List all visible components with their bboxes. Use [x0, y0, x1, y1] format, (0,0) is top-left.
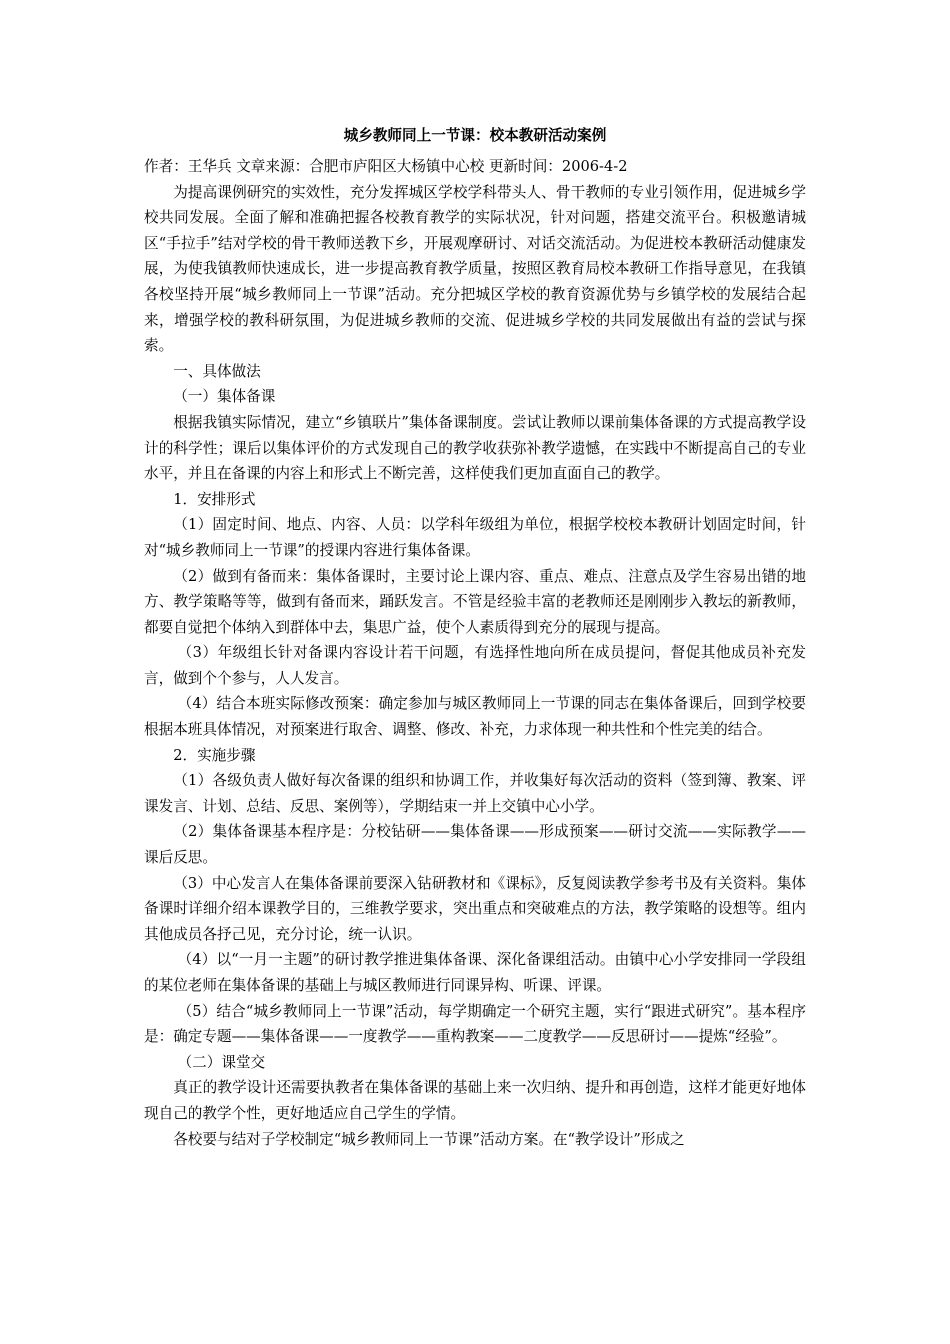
body-paragraph: （3）年级组长针对备课内容设计若干问题，有选择性地向所在成员提问，督促其他成员补充发言，做到个个参与，人人发言。: [144, 644, 806, 687]
body-paragraph: （3）中心发言人在集体备课前要深入钻研教材和《课标》，反复阅读教学参考书及有关资料。集体备课时详细介绍本课教学目的，三维教学要求，突出重点和突破难点的方法，教学策略的设想等。组内其他成员各抒己见，充分讨论，统一认识。: [144, 874, 806, 943]
body-paragraph: 根据我镇实际情况，建立“乡镇联片”集体备课制度。尝试让教师以课前集体备课的方式提高教学设计的科学性；课后以集体评价的方式发现自己的教学收获弥补教学遗憾，在实践中不断提高自己的专业水平，并且在备课的内容上和形式上不断完善，这样使我们更加直面自己的教学。: [144, 413, 806, 483]
section-heading-1: 一、具体做法: [173, 362, 261, 380]
body-paragraph: （4）结合本班实际修改预案：确定参加与城区教师同上一节课的同志在集体备课后，回到学校要根据本班具体情况，对预案进行取舍、调整、修改、补充，力求体现一种共性和个性完美的结合。: [144, 695, 806, 739]
item-heading-2: 2．实施步骤: [173, 746, 256, 764]
subsection-heading-1: （一）集体备课: [173, 388, 276, 406]
body-paragraph: （1）固定时间、地点、内容、人员：以学科年级组为单位，根据学校校本教研计划固定时间，针对“城乡教师同上一节课”的授课内容进行集体备课。: [144, 516, 806, 559]
body-paragraph: 真正的教学设计还需要执教者在集体备课的基础上来一次归纳、提升和再创造，这样才能更好地体现自己的教学个性，更好地适应自己学生的学情。: [144, 1079, 806, 1122]
body-paragraph: （2）集体备课基本程序是：分校钻研——集体备课——形成预案——研讨交流——实际教学——课后反思。: [144, 823, 806, 867]
body-paragraph: （1）各级负责人做好每次备课的组织和协调工作，并收集好每次活动的资料（签到簿、教案、评课发言、计划、总结、反思、案例等），学期结束一并上交镇中心小学。: [144, 772, 806, 815]
item-heading-1: 1．安排形式: [173, 490, 256, 508]
body-paragraph: （5）结合“城乡教师同上一节课”活动，每学期确定一个研究主题，实行“跟进式研究”。基本程序是：确定专题——集体备课——一度教学——重构教案——二度教学——反思研讨——提炼“经验”。: [144, 1002, 806, 1046]
article-title: 城乡教师同上一节课：校本教研活动案例: [343, 127, 607, 144]
body-paragraph: （2）做到有备而来：集体备课时，主要讨论上课内容、重点、难点、注意点及学生容易出错的地方、教学策略等等，做到有备而来，踊跃发言。不管是经验丰富的老教师还是刚刚步入教坛的新教师，都要自觉把个体纳入到群体中去，集思广益，使个人素质得到充分的展现与提高。: [144, 567, 806, 636]
body-paragraph: 各校要与结对子学校制定“城乡教师同上一节课”活动方案。在“教学设计”形成之: [173, 1130, 685, 1148]
document-page: [144, 118, 806, 1152]
body-paragraph: （4）以“一月一主题”的研讨教学推进集体备课、深化备课组活动。由镇中心小学安排同一学段组的某位老师在集体备课的基础上与城区教师进行同课异构、听课、评课。: [144, 951, 806, 994]
subsection-heading-2: （二）课堂交: [177, 1053, 266, 1071]
intro-paragraph: 为提高课例研究的实效性，充分发挥城区学校学科带头人、骨干教师的专业引领作用，促进城乡学校共同发展。全面了解和准确把握各校教育教学的实际状况，针对问题，搭建交流平台。积极邀请城区“手拉手”结对学校的骨干教师送教下乡，开展观摩研讨、对话交流活动。为促进校本教研活动健康发展，为使我镇教师快速成长，进一步提高教育教学质量，按照区教育局校本教研工作指导意见，在我镇各校坚持开展“城乡教师同上一节课”活动。充分把城区学校的教育资源优势与乡镇学校的发展结合起来，增强学校的教科研氛围，为促进城乡教师的交流、促进城乡学校的共同发展做出有益的尝试与探索。: [144, 183, 806, 355]
article-meta: 作者：王华兵 文章来源：合肥市庐阳区大杨镇中心校 更新时间：2006-4-2: [144, 158, 628, 175]
